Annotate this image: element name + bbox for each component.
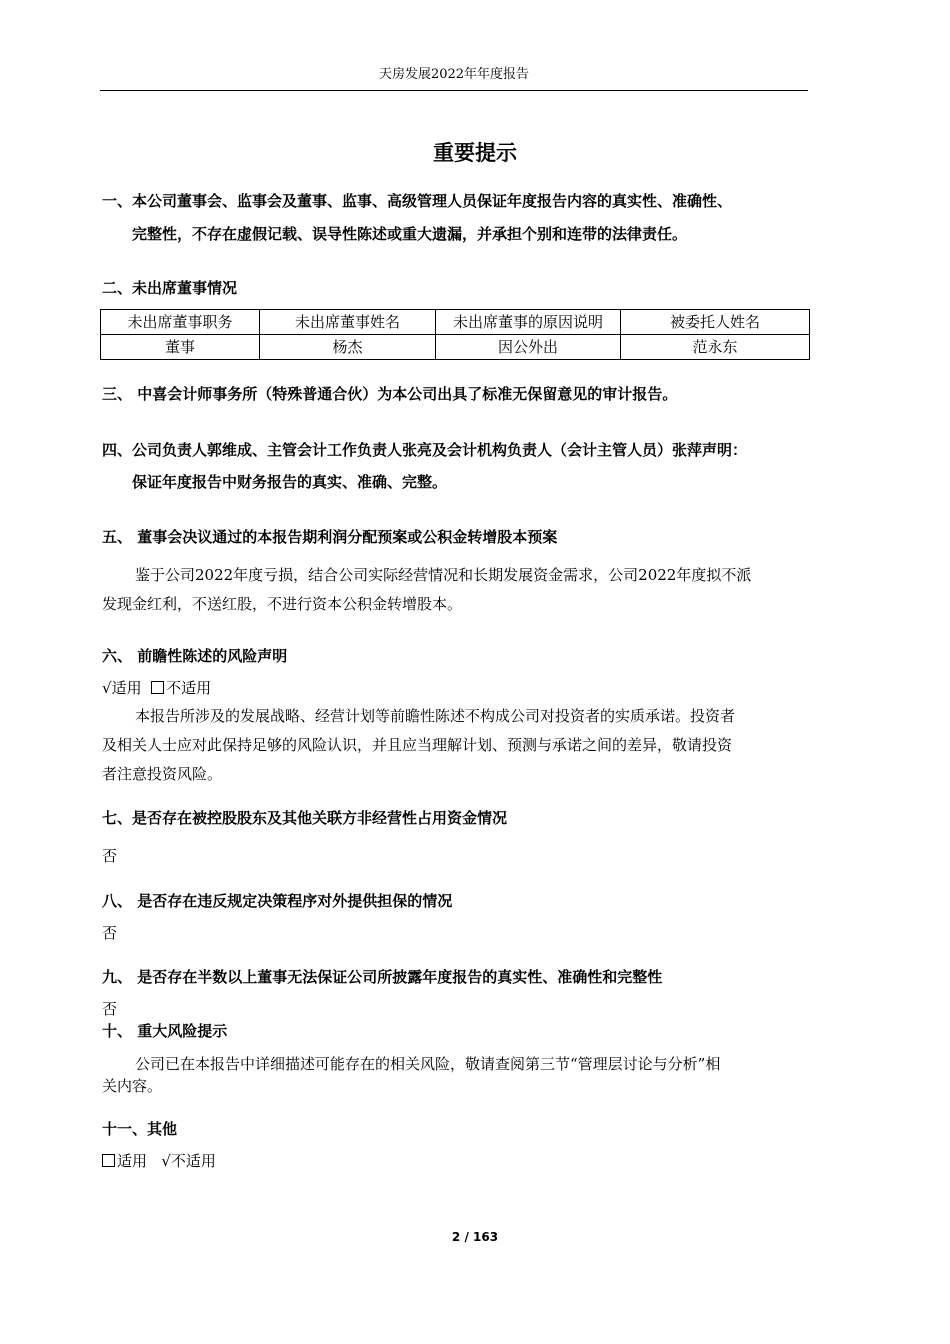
check-mark-icon: √ (161, 1152, 171, 1170)
empty-checkbox-icon (102, 1154, 115, 1167)
table-header-cell: 未出席董事职务 (101, 310, 260, 335)
section-6-para-line-3: 者注意投资风险。 (102, 765, 223, 783)
table-header-cell: 被委托人姓名 (621, 310, 810, 335)
section-11-options (102, 1150, 216, 1171)
option-applicable: 适用 (111, 679, 142, 697)
section-2-heading: 二、未出席董事情况 (102, 279, 238, 297)
running-header: 天房发展2022年年度报告 (100, 64, 808, 91)
table-cell: 杨杰 (260, 335, 436, 360)
section-5-heading: 五、 董事会决议通过的本报告期利润分配预案或公积金转增股本预案 (102, 528, 558, 546)
table-header-row (101, 310, 810, 335)
section-8-answer: 否 (102, 924, 118, 942)
section-4-line-2: 保证年度报告中财务报告的真实、准确、完整。 (132, 473, 448, 491)
section-6-para-line-1: 本报告所涉及的发展战略、经营计划等前瞻性陈述不构成公司对投资者的实质承诺。投资者 (135, 707, 736, 725)
section-10-heading: 十、 重大风险提示 (102, 1022, 228, 1040)
section-5-para-line-2: 发现金红利，不送红股，不进行资本公积金转增股本。 (102, 595, 463, 613)
section-9-heading: 九、 是否存在半数以上董事无法保证公司所披露年度报告的真实性、准确性和完整性 (102, 968, 663, 986)
page-title: 重要提示 (433, 141, 517, 165)
option-not-applicable: 不适用 (170, 1152, 216, 1170)
section-5-para-line-1: 鉴于公司2022年度亏损，结合公司实际经营情况和长期发展资金需求，公司2022年度拟不派 (135, 566, 752, 584)
section-8-heading: 八、 是否存在违反规定决策程序对外提供担保的情况 (102, 892, 453, 910)
page-number: 2 / 163 (451, 1230, 499, 1244)
section-7-answer: 否 (102, 847, 118, 865)
section-10-para-line-2: 关内容。 (102, 1077, 163, 1095)
check-mark-icon: √ (102, 679, 112, 697)
section-9-answer: 否 (102, 1000, 118, 1018)
section-7-heading: 七、是否存在被控股股东及其他关联方非经营性占用资金情况 (102, 809, 508, 827)
section-3-heading: 三、 中喜会计师事务所（特殊普通合伙）为本公司出具了标准无保留意见的审计报告。 (102, 385, 678, 403)
section-4-line-1: 四、公司负责人郭维成、主管会计工作负责人张亮及会计机构负责人（会计主管人员）张萍声明： (102, 441, 748, 459)
empty-checkbox-icon (151, 681, 164, 694)
option-applicable: 适用 (117, 1152, 148, 1170)
section-1-line-1: 一、本公司董事会、监事会及董事、监事、高级管理人员保证年度报告内容的真实性、准确性、 (102, 192, 733, 210)
absent-directors-table (100, 309, 810, 360)
section-11-heading: 十一、其他 (102, 1120, 178, 1138)
table-header-cell: 未出席董事姓名 (260, 310, 436, 335)
section-1-line-2: 完整性，不存在虚假记载、误导性陈述或重大遗漏，并承担个别和连带的法律责任。 (132, 225, 688, 243)
option-not-applicable: 不适用 (166, 679, 212, 697)
table-cell: 范永东 (621, 335, 810, 360)
table-header-cell: 未出席董事的原因说明 (436, 310, 621, 335)
section-6-para-line-2: 及相关人士应对此保持足够的风险认识，并且应当理解计划、预测与承诺之间的差异，敬请投资 (102, 736, 733, 754)
section-10-para-line-1: 公司已在本报告中详细描述可能存在的相关风险，敬请查阅第三节“管理层讨论与分析”相 (135, 1055, 721, 1073)
table-row (101, 335, 810, 360)
table-cell: 因公外出 (436, 335, 621, 360)
section-6-options (102, 677, 211, 698)
section-6-heading: 六、 前瞻性陈述的风险声明 (102, 647, 288, 665)
table-cell: 董事 (101, 335, 260, 360)
